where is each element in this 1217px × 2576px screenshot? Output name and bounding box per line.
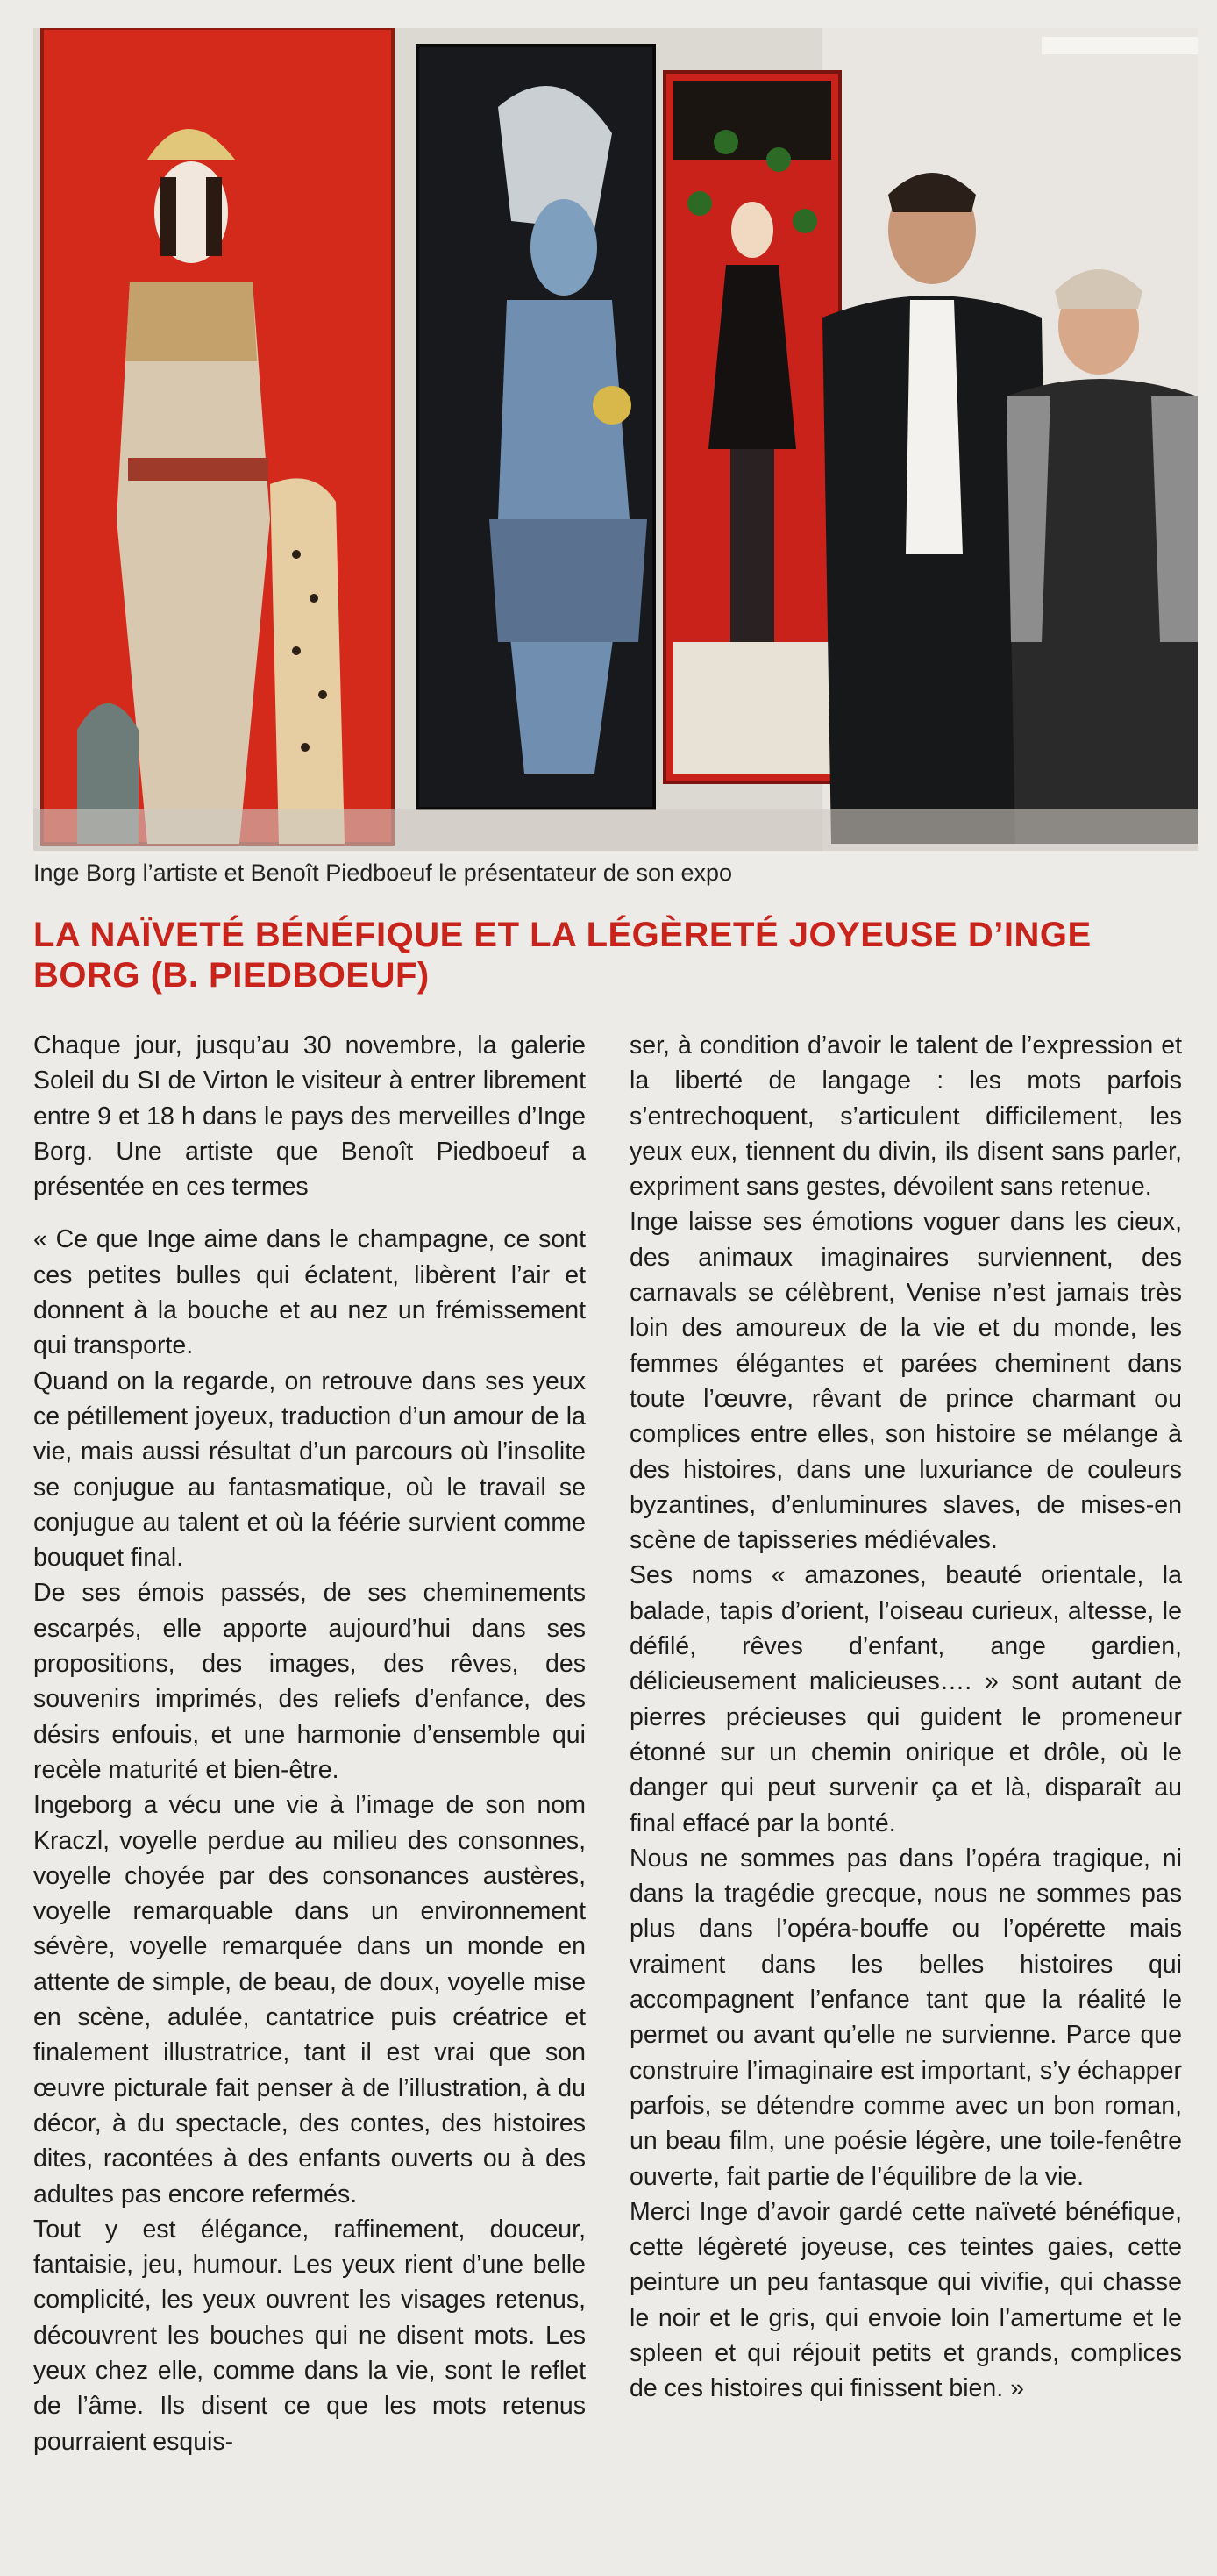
painting-red-woman xyxy=(42,28,393,844)
painting-red-figures xyxy=(665,72,840,782)
photo-caption: Inge Borg l’artiste et Benoît Piedboeuf le présentateur de son expo xyxy=(33,860,733,886)
exhibition-photo xyxy=(33,28,1198,851)
paragraph: Inge laisse ses émotions voguer dans les cieux, des animaux imaginaires surviennent, des carnavals se célèbrent, Venise n’est jamais très loin des amoureux de la vie et du monde, les femmes élégantes et parées cheminent dans toute l’œuvre, rêvant de prince charmant ou complices entre elles, son histoire se mélange à des histoires, dans une luxuriance de couleurs byzantines, d’enluminures slaves, de mises-en scène de tapisseries médiévales. xyxy=(630,1208,1182,1555)
paragraph: De ses émois passés, de ses cheminements escarpés, elle apporte aujourd’hui dans ses propositions, des images, des rêves, des souvenirs imprimés, des reliefs d’enfance, des désirs enfouis, et une harmonie d’ensemble qui recèle maturité et bien-être. xyxy=(33,1579,586,1784)
paragraph: Ingeborg a vécu une vie à l’image de son nom Kraczl, voyelle perdue au milieu des consonnes, voyelle choyée par des consonances austères, voyelle remarquable dans un environnement sévère, voyelle remarquée dans un monde en attente de simple, de beau, de doux, voyelle mise en scène, adulée, cantatrice puis créatrice et finalement illustratrice, tant il est vrai que son œuvre picturale fait penser à de l’illustration, à du décor, à du spectacle, des contes, des histoires dites, racontées à des enfants ouverts ou à des adultes pas encore refermés. xyxy=(33,1791,586,2209)
article-column-right xyxy=(630,1028,1182,2407)
article-column-left xyxy=(33,1028,586,2459)
paragraph: Ses noms « amazones, beauté orientale, la balade, tapis d’orient, l’oiseau curieux, altesse, le défilé, rêves d’enfant, ange gardien, délicieusement malicieuses…. » sont autant de pierres précieuses qui guident le promeneur étonné sur un chemin onirique et drôle, où le danger qui peut survenir ça et là, disparaît au final effacé par la bonté. xyxy=(630,1561,1182,1837)
photo-illustration xyxy=(33,28,1198,851)
paragraph: ser, à condition d’avoir le talent de l’expression et la liberté de langage : les mots parfois s’entrechoquent, s’articulent difficilement, les yeux eux, tiennent du divin, ils disent sans parler, expriment sans gestes, dévoilent sans retenue. xyxy=(630,1031,1182,1202)
paragraph: Nous ne sommes pas dans l’opéra tragique, ni dans la tragédie grecque, nous ne sommes pas plus dans l’opéra-bouffe ou l’opérette mais vraiment dans les belles histoires qui accompagnent l’enfance tant que la réalité le permet ou avant qu’elle ne survienne. Parce que construire l’imaginaire est important, s’y échapper parfois, se détendre comme avec un bon roman, un beau film, une poésie légère, une toile-fenêtre ouverte, fait partie de l’équilibre de la vie. xyxy=(630,1844,1182,2191)
paragraph: Tout y est élégance, raffinement, douceur, fantaisie, jeu, humour. Les yeux rient d’une belle complicité, les yeux ouvrent les visages retenus, découvrent les bouches qui ne disent mots. Les yeux chez elle, comme dans la vie, sont le reflet de l’âme. Ils disent ce que les mots retenus pourraient esquis- xyxy=(33,2215,586,2456)
paragraph: Merci Inge d’avoir gardé cette naïveté bénéfique, cette légèreté joyeuse, ces teintes gaies, cette peinture un peu fantasque qui vivifie, qui chasse le noir et le gris, qui envoie loin l’amertume et le spleen et qui réjouit petits et grands, complices de ces histoires qui finissent bien. » xyxy=(630,2197,1182,2403)
paragraph: Chaque jour, jusqu’au 30 novembre, la galerie Soleil du SI de Virton le visiteur à entrer librement entre 9 et 18 h dans le pays des merveilles d’Inge Borg. Une artiste que Benoît Piedboeuf a présentée en ces termes xyxy=(33,1031,586,1202)
paragraph: « Ce que Inge aime dans le champagne, ce sont ces petites bulles qui éclatent, libèrent l’air et donnent à la bouche et au nez un frémissement qui transporte. xyxy=(33,1225,586,1360)
painting-blue-woman xyxy=(417,46,654,809)
paragraph: Quand on la regarde, on retrouve dans ses yeux ce pétillement joyeux, traduction d’un amour de la vie, mais aussi résultat d’un parcours où l’insolite se conjugue au fantasmatique, où le travail se conjugue au talent et où la féérie survient comme bouquet final. xyxy=(33,1366,586,1573)
article-headline: LA NAÏVETÉ BÉNÉFIQUE ET LA LÉGÈRETÉ JOYEUSE D’INGE BORG (B. PIEDBOEUF) xyxy=(33,916,1092,995)
